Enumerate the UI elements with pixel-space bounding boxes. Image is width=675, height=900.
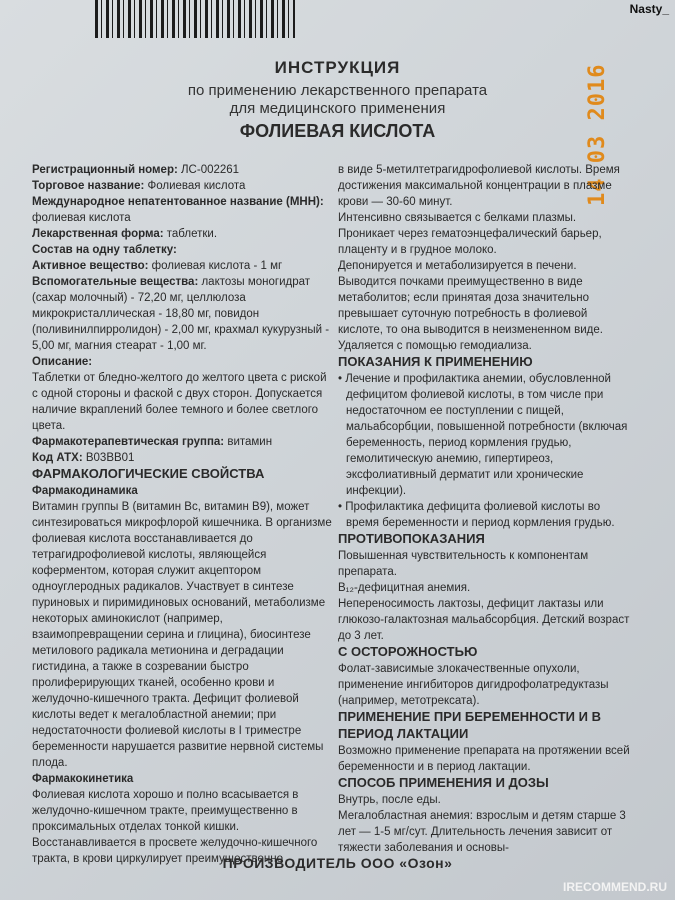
paragraph <box>32 483 332 499</box>
field-text: фолиевая кислота <box>32 212 131 224</box>
heading-text: ПРИМЕНЕНИЕ ПРИ БЕРЕМЕННОСТИ И В ПЕРИОД ЛАКТАЦИИ <box>338 709 601 741</box>
paragraph <box>338 596 630 644</box>
paragraph <box>338 499 630 531</box>
field-text: таблетки. <box>163 228 218 240</box>
document-subtitle-line1: по применению лекарственного препарата <box>187 82 488 99</box>
field-text: Фолат-зависимые злокачественные опухоли, применение ингибиторов дигидрофолатредуктазы (например, метотрексата). <box>338 663 609 707</box>
field-text: B₁₂-дефицитная анемия. <box>338 582 471 594</box>
right-column <box>338 162 630 856</box>
manufacturer-footer: ПРОИЗВОДИТЕЛЬ ООО «Озон» <box>222 855 453 871</box>
field-label: Активное вещество: <box>32 260 149 272</box>
paragraph <box>32 226 332 242</box>
heading-text: ПРОТИВОПОКАЗАНИЯ <box>338 531 485 546</box>
section-heading <box>32 466 332 483</box>
field-label: Вспомогательные вещества: <box>32 276 199 288</box>
left-column <box>32 162 332 867</box>
paragraph <box>32 499 332 771</box>
paragraph <box>338 661 630 709</box>
paragraph <box>32 771 332 787</box>
user-watermark: Nasty_ <box>629 2 669 16</box>
field-label: Описание: <box>32 356 93 368</box>
field-text: Таблетки от бледно-желтого до желтого цвета с риской с одной стороны и фаской с двух сторон. Допускается наличие вкраплений более темного и более светлого цвета. <box>32 372 327 432</box>
section-heading <box>338 531 630 548</box>
heading-text: С ОСТОРОЖНОСТЬЮ <box>338 644 478 659</box>
paragraph <box>32 242 332 258</box>
field-label: Фармакотерапевтическая группа: <box>32 436 225 448</box>
section-heading <box>338 354 630 371</box>
field-text: Фолиевая кислота <box>144 180 246 192</box>
paragraph <box>338 371 630 499</box>
field-label: Фармакодинамика <box>32 485 138 497</box>
paragraph <box>32 178 332 194</box>
field-text: • Лечение и профилактика анемии, обусловленной дефицитом фолиевой кислоты, в том числе при недостаточном ее поступлении с пищей, мальабсорбции, повышенной потребности (включая беременность, период кормления грудью, гемолитическую анемию, гипертиреоз, эксфолиативный дерматит или хронические инфекции). <box>338 373 628 497</box>
heading-text: ФАРМАКОЛОГИЧЕСКИЕ СВОЙСТВА <box>32 466 265 481</box>
barcode <box>95 0 295 38</box>
field-text: Интенсивно связывается с белками плазмы. Проникает через гематоэнцефалический барьер, плаценту и в грудное молоко. <box>338 212 602 256</box>
field-text: фолиевая кислота - 1 мг <box>148 260 283 272</box>
field-label: Торговое название: <box>32 180 145 192</box>
field-text: витамин <box>224 436 273 448</box>
section-heading <box>338 775 630 792</box>
paragraph <box>338 808 630 856</box>
field-text: Мегалобластная анемия: взрослым и детям старше 3 лет — 1-5 мг/сут. Длительность лечения зависит от тяжести заболевания и основы- <box>338 810 626 854</box>
field-text: Повышенная чувствительность к компонентам препарата. <box>338 550 589 578</box>
field-text: Внутрь, после еды. <box>338 794 441 806</box>
field-label: Лекарственная форма: <box>32 228 164 240</box>
paragraph <box>32 194 332 226</box>
paragraph <box>32 258 332 274</box>
paragraph <box>32 434 332 450</box>
paragraph <box>32 370 332 434</box>
paragraph <box>338 274 630 354</box>
paragraph <box>338 792 630 808</box>
section-heading <box>338 644 630 661</box>
field-label: Код АТХ: <box>32 452 83 464</box>
paragraph <box>338 743 630 775</box>
field-text: Фолиевая кислота хорошо и полно всасывается в желудочно-кишечном тракте, преимущественно в проксимальных отделах тонкой кишки. Восстанавливается в просвете желудочно-кишечного тракта, в крови циркулирует преимущественно <box>32 789 318 865</box>
section-heading <box>338 709 630 743</box>
paragraph <box>338 580 630 596</box>
paragraph <box>338 162 630 210</box>
document-title: ИНСТРУКЦИЯ <box>274 58 401 77</box>
field-text: Непереносимость лактозы, дефицит лактазы или глюкозо-галактозная мальабсорбция. Детский возраст до 3 лет. <box>338 598 630 642</box>
paragraph <box>338 548 630 580</box>
field-text: • Профилактика дефицита фолиевой кислоты во время беременности и период кормления грудью. <box>338 501 615 529</box>
field-label: Регистрационный номер: <box>32 164 178 176</box>
heading-text: СПОСОБ ПРИМЕНЕНИЯ И ДОЗЫ <box>338 775 549 790</box>
field-text: B03BB01 <box>82 452 135 464</box>
field-text: лактозы моногидрат (сахар молочный) - 72,20 мг, целлюлоза микрокристаллическая - 18,80 мг, повидон (поливинилпирролидон) - 2,00 мг, крахмал кукурузный - 5,00 мг, магния стеарат - 1,00 мг. <box>32 276 330 352</box>
paragraph <box>338 210 630 258</box>
field-label: Фармакокинетика <box>32 773 134 785</box>
field-text: ЛС-002261 <box>177 164 240 176</box>
site-watermark: IRECOMMEND.RU <box>563 880 667 894</box>
paragraph <box>32 162 332 178</box>
field-label: Международное непатентованное название (МНН): <box>32 196 324 208</box>
heading-text: ПОКАЗАНИЯ К ПРИМЕНЕНИЮ <box>338 354 533 369</box>
paragraph <box>32 274 332 354</box>
field-text: в виде 5-метилтетрагидрофолиевой кислоты. Время достижения максимальной концентрации в плазме крови — 30-60 минут. <box>338 164 620 208</box>
field-label: Состав на одну таблетку: <box>32 244 177 256</box>
field-text: Выводится почками преимущественно в виде метаболитов; если принятая доза значительно превышает суточную потребность в фолиевой кислоте, то она выводится в неизмененном виде. Удаляется с помощью гемодиализа. <box>338 276 603 352</box>
paragraph <box>32 450 332 466</box>
date-stamp: 14 03 2016 <box>585 63 610 207</box>
drug-name: ФОЛИЕВАЯ КИСЛОТА <box>239 121 436 141</box>
paragraph <box>32 354 332 370</box>
field-text: Депонируется и метаболизируется в печени. <box>338 260 577 272</box>
document-subtitle-line2: для медицинского применения <box>229 100 446 117</box>
field-text: Возможно применение препарата на протяжении всей беременности и в период лактации. <box>338 745 630 773</box>
field-text: Витамин группы В (витамин Вс, витамин В9), может синтезироваться микрофлорой кишечника. В организме фолиевая кислота восстанавливается до тетрагидрофолиевой кислоты, являющейся коферментом, которая служит акцептором одноуглеродных радикалов. Участвует в синтезе пуриновых и пиримидиновых оснований, метаболизме некоторых аминокислот (например, взаимопревращении серина и глицина), биосинтезе метилового радикала метионина и деградации гистидина, а также в созревании быстро пролиферирующих тканей, особенно крови и желудочно-кишечного тракта. Дефицит фолиевой кислоты ведет к мегалобластной анемии; при недостаточности фолиевой кислоты в I триместре беременности нарушается развитие нервной системы плода. <box>32 501 332 769</box>
paragraph <box>338 258 630 274</box>
